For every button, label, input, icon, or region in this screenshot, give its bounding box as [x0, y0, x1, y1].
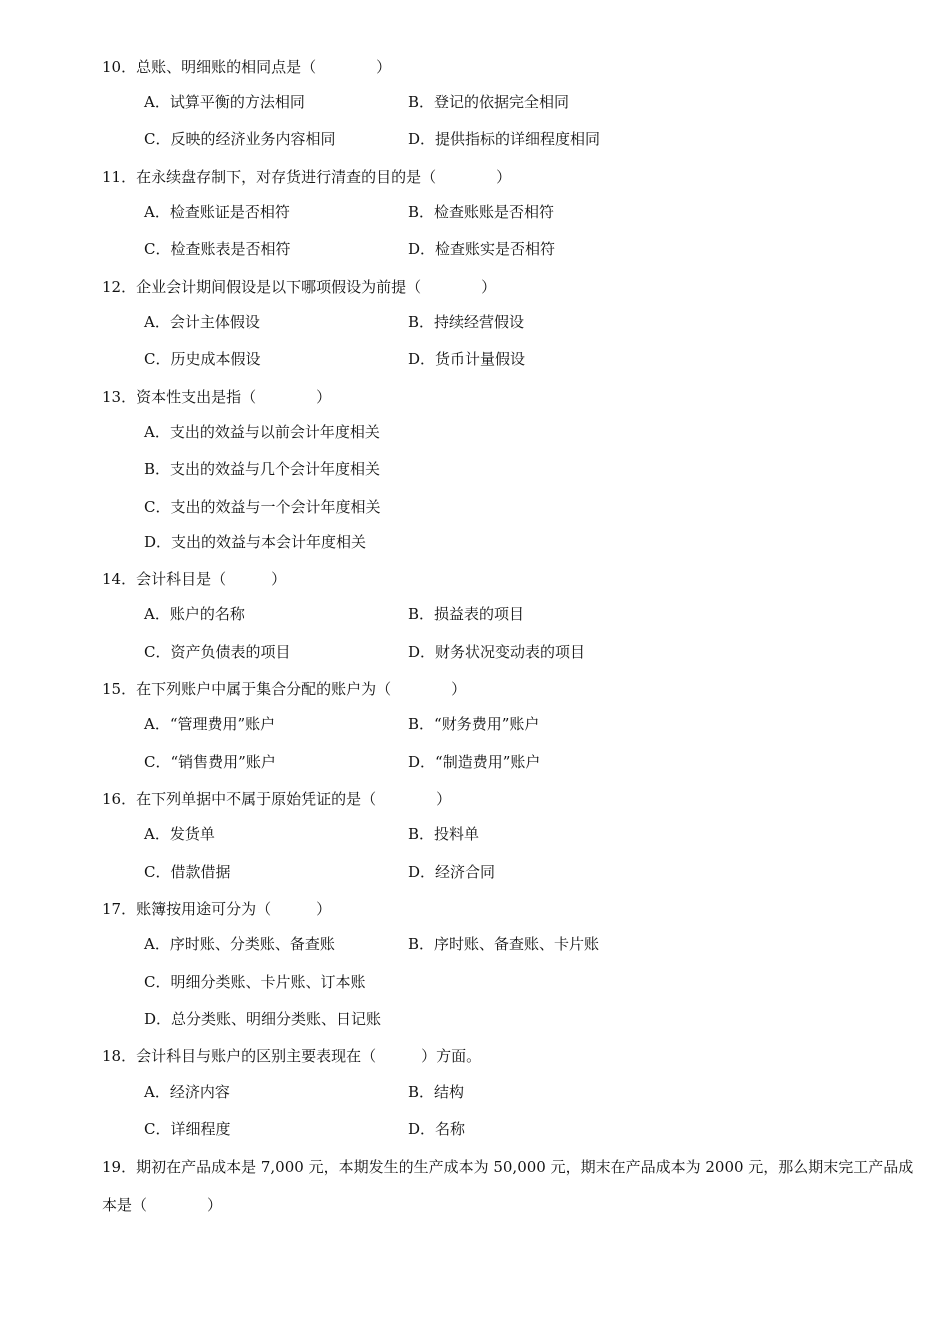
q10-option-b: B．登记的依据完全相同 — [408, 93, 570, 111]
question-15: 15．在下列账户中属于集合分配的账户为（ ） — [102, 680, 467, 698]
question-11: 11．在永续盘存制下，对存货进行清查的目的是（ ） — [102, 168, 512, 186]
q14-option-a: A．账户的名称 — [144, 605, 245, 623]
question-18: 18．会计科目与账户的区别主要表现在（ ）方面。 — [102, 1047, 482, 1065]
q12-option-c: C．历史成本假设 — [144, 350, 261, 368]
q12-option-a: A．会计主体假设 — [144, 313, 260, 331]
q14-option-d: D．财务状况变动表的项目 — [408, 643, 586, 661]
q13-option-d: D．支出的效益与本会计年度相关 — [144, 533, 367, 551]
q11-option-d: D．检查账实是否相符 — [408, 240, 556, 258]
q11-option-a: A．检查账证是否相符 — [144, 203, 290, 221]
question-12: 12．企业会计期间假设是以下哪项假设为前提（ ） — [102, 278, 497, 296]
q13-option-b: B．支出的效益与几个会计年度相关 — [144, 460, 381, 478]
q12-option-b: B．持续经营假设 — [408, 313, 525, 331]
q18-option-b: B．结构 — [408, 1083, 465, 1101]
q14-option-b: B．损益表的项目 — [408, 605, 525, 623]
q17-option-a: A．序时账、分类账、备查账 — [144, 935, 335, 953]
q17-option-d: D．总分类账、明细分类账、日记账 — [144, 1010, 382, 1028]
q13-option-c: C．支出的效益与一个会计年度相关 — [144, 498, 381, 516]
q16-option-b: B．投料单 — [408, 825, 480, 843]
q14-option-c: C．资产负债表的项目 — [144, 643, 291, 661]
q10-option-c: C．反映的经济业务内容相同 — [144, 130, 336, 148]
question-17: 17．账簿按用途可分为（ ） — [102, 900, 332, 918]
question-16: 16．在下列单据中不属于原始凭证的是（ ） — [102, 790, 452, 808]
question-10: 10．总账、明细账的相同点是（ ） — [102, 58, 392, 76]
q12-option-d: D．货币计量假设 — [408, 350, 526, 368]
q13-option-a: A．支出的效益与以前会计年度相关 — [144, 423, 380, 441]
q11-option-c: C．检查账表是否相符 — [144, 240, 291, 258]
q18-option-d: D．名称 — [408, 1120, 466, 1138]
q17-option-b: B．序时账、备查账、卡片账 — [408, 935, 600, 953]
q10-option-d: D．提供指标的详细程度相同 — [408, 130, 601, 148]
question-14: 14．会计科目是（ ） — [102, 570, 287, 588]
q16-option-a: A．发货单 — [144, 825, 215, 843]
q18-option-a: A．经济内容 — [144, 1083, 230, 1101]
q11-option-b: B．检查账账是否相符 — [408, 203, 555, 221]
q15-option-d: D．“制造费用”账户 — [408, 753, 541, 771]
question-13: 13．资本性支出是指（ ） — [102, 388, 332, 406]
q16-option-c: C．借款借据 — [144, 863, 231, 881]
q15-option-c: C．“销售费用”账户 — [144, 753, 276, 771]
q17-option-c: C．明细分类账、卡片账、订本账 — [144, 973, 366, 991]
q18-option-c: C．详细程度 — [144, 1120, 231, 1138]
q16-option-d: D．经济合同 — [408, 863, 496, 881]
q10-option-a: A．试算平衡的方法相同 — [144, 93, 305, 111]
q15-option-b: B．“财务费用”账户 — [408, 715, 540, 733]
question-19: 19．期初在产品成本是 7,000 元，本期发生的生产成本为 50,000 元，期末在产品成本为 2000 元，那么期末完工产品成本是（ ） — [102, 1158, 914, 1214]
q15-option-a: A．“管理费用”账户 — [144, 715, 276, 733]
